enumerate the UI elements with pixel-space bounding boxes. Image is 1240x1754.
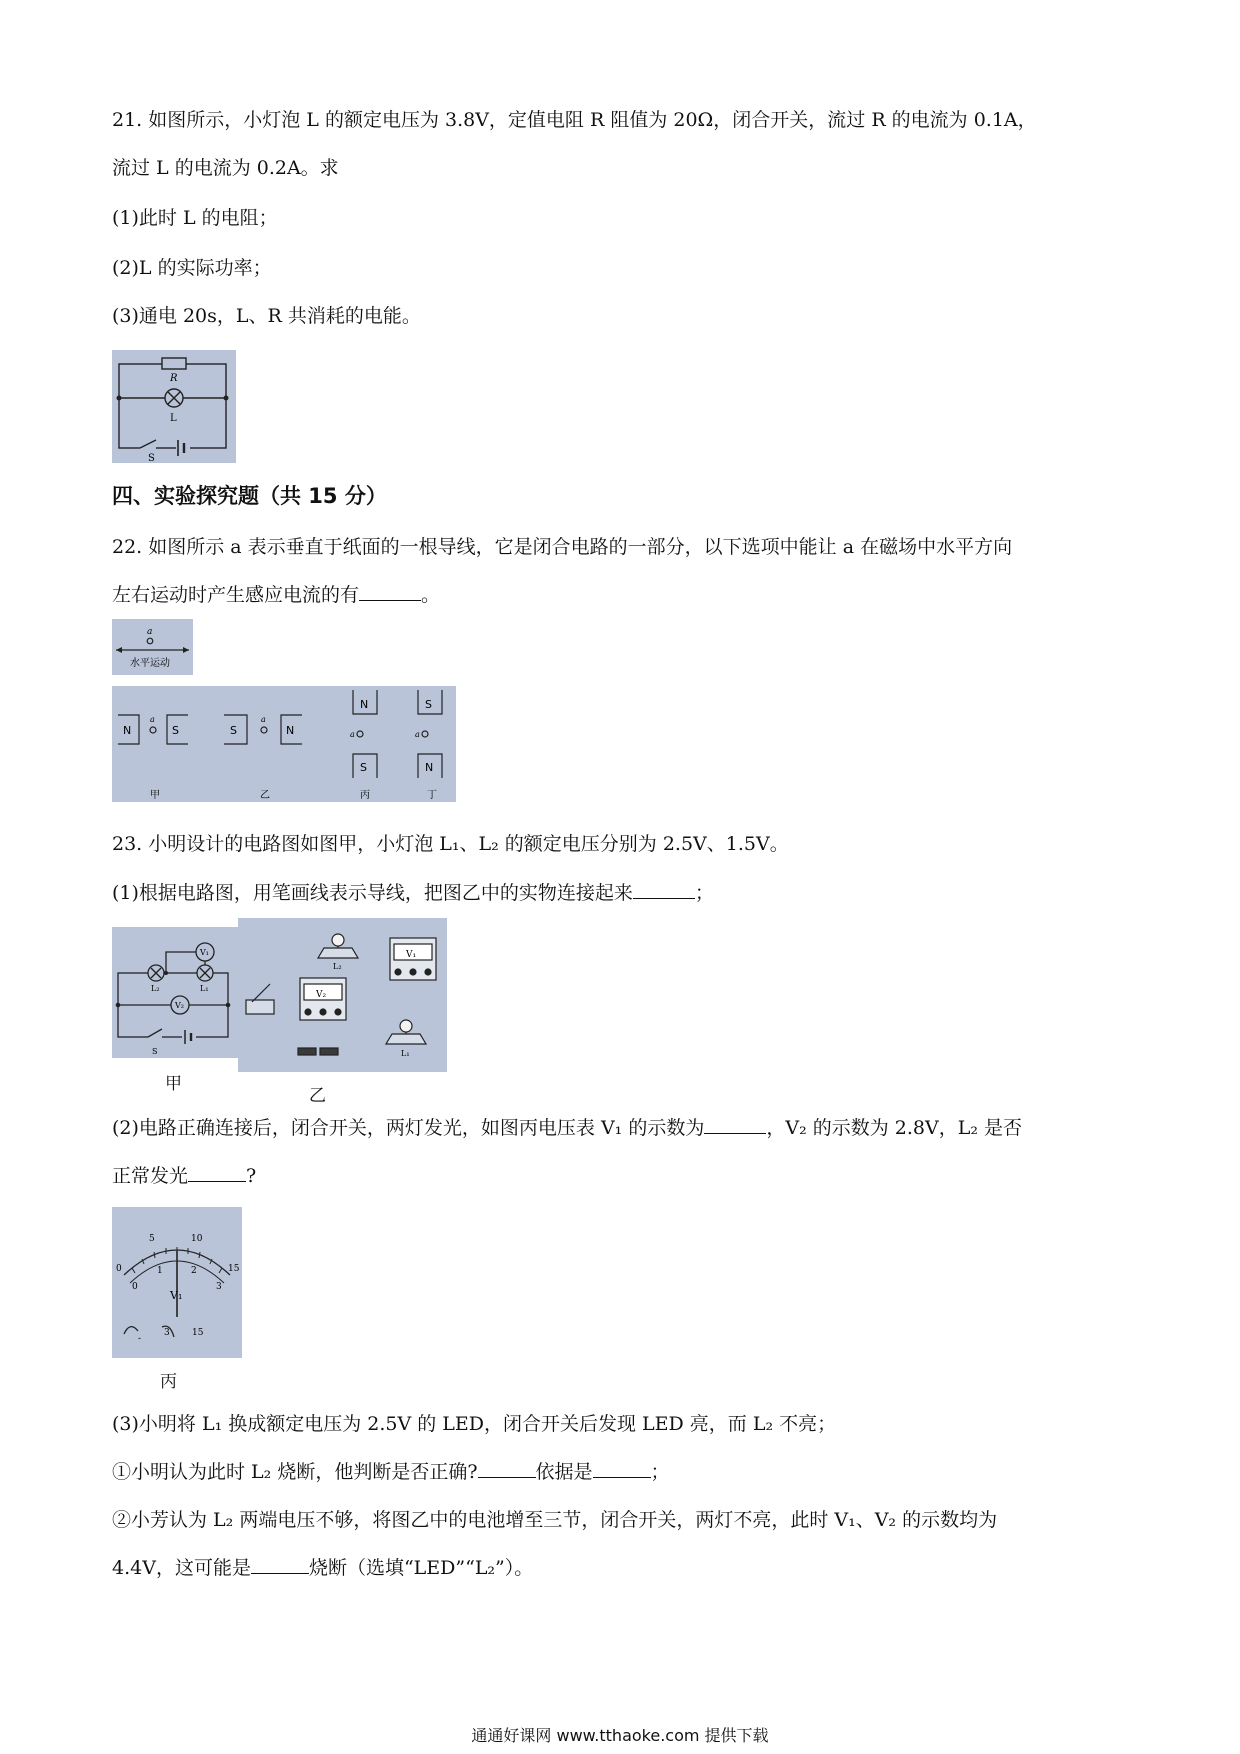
q23-meter-top-0: 0 <box>116 1264 122 1274</box>
q23-p3-1-blank-1[interactable] <box>478 1459 536 1478</box>
q21-fig-l-label: L <box>170 413 177 424</box>
q23-p3-2-end: 烧断（选填“LED”“L₂”）。 <box>308 1557 534 1579</box>
q23-fig-bing-meter <box>112 1207 242 1358</box>
q22-opt-a-2: a <box>261 715 266 724</box>
q23-yi-l1-label: L₁ <box>401 1049 410 1058</box>
q23-fig-jia <box>112 927 238 1058</box>
q23-p1 <box>112 880 714 906</box>
q23-p3-1-blank-2[interactable] <box>593 1459 651 1478</box>
q23-p3-2: ②小芳认为 L₂ 两端电压不够，将图乙中的电池增至三节，闭合开关，两灯不亮，此时 V₁、V₂ 的示数均为 <box>112 1509 998 1531</box>
q23-p2-text-2: ，V₂ 的示数为 2.8V，L₂ 是否 <box>766 1117 1022 1139</box>
q23-p3-1-text: ①小明认为此时 L₂ 烧断，他判断是否正确? <box>112 1461 478 1483</box>
q23-p3-2-line2 <box>112 1555 533 1581</box>
q22-pole-6: S <box>360 761 367 774</box>
q22-answer-blank[interactable] <box>359 582 421 601</box>
q23-meter-top-15: 15 <box>228 1264 240 1274</box>
q23-yi-v1-label: V₁ <box>406 950 417 960</box>
q23-meter-term-15: 15 <box>192 1328 204 1338</box>
q23-jia-s-label: S <box>152 1047 158 1056</box>
q23-meter-bottom-0: 0 <box>132 1282 138 1292</box>
q21-fig-s-label: S <box>148 453 155 463</box>
q23-p2-text: (2)电路正确连接后，闭合开关，两灯发光，如图丙电压表 V₁ 的示数为 <box>112 1117 705 1139</box>
q22-pole-8: N <box>425 761 434 774</box>
q23-jia-l1-label: L₁ <box>200 984 209 993</box>
q23-meter-bottom-3: 3 <box>216 1282 222 1292</box>
q21-line1: 21. 如图所示，小灯泡 L 的额定电压为 3.8V，定值电阻 R 阻值为 20Ω，闭合开关，流过 R 的电流为 0.1A， <box>112 109 1037 131</box>
q23-jia-v1-label: V₁ <box>200 948 209 957</box>
q21-circuit-figure <box>112 350 236 463</box>
q23-meter-top-5: 5 <box>149 1234 155 1244</box>
q22-opt-label-yi: 乙 <box>260 790 270 801</box>
q22-opt-a-1: a <box>150 715 155 724</box>
q21-item1: (1)此时 L 的电阻； <box>112 207 278 229</box>
q23-meter-bottom-2: 2 <box>191 1266 197 1276</box>
q23-meter-bottom-1: 1 <box>157 1266 163 1276</box>
q23-fig-yi <box>238 918 447 1072</box>
q22-opt-a-3: a <box>350 730 355 739</box>
q23-p1-end: ； <box>694 882 714 904</box>
q23-p2-blank-1[interactable] <box>704 1115 766 1134</box>
q23-p3: (3)小明将 L₁ 换成额定电压为 2.5V 的 LED，闭合开关后发现 LED 亮，而 L₂ 不亮； <box>112 1413 837 1435</box>
q23-yi-caption: 乙 <box>309 1086 326 1106</box>
q21-item3: (3)通电 20s，L、R 共消耗的电能。 <box>112 305 421 327</box>
q23-meter-v1-label: V₁ <box>170 1289 183 1302</box>
q22-line1: 22. 如图所示 a 表示垂直于纸面的一根导线，它是闭合电路的一部分，以下选项中能让 a 在磁场中水平方向 <box>112 536 1013 558</box>
q23-p3-1 <box>112 1459 670 1485</box>
q22-small-figure <box>112 619 193 675</box>
q23-meter-top-10: 10 <box>191 1234 203 1244</box>
q23-p3-1-end: ； <box>650 1461 670 1483</box>
q23-jia-l2-label: L₂ <box>151 984 160 993</box>
q23-p2 <box>112 1115 1022 1141</box>
q22-line2-end: 。 <box>421 584 441 606</box>
q22-options-figure <box>112 686 456 802</box>
q23-jia-v2-label: V₂ <box>175 1001 184 1010</box>
page-footer: 通通好课网 www.tthaoke.com 提供下载 <box>471 1726 769 1745</box>
q23-p1-blank[interactable] <box>633 880 695 899</box>
q23-bing-caption: 丙 <box>160 1372 177 1392</box>
q23-p1-text: (1)根据电路图，用笔画线表示导线，把图乙中的实物连接起来 <box>112 882 633 904</box>
q23-jia-caption: 甲 <box>165 1074 182 1094</box>
section4-title: 四、实验探究题（共 15 分） <box>112 484 387 508</box>
q22-pole-1: N <box>123 724 132 737</box>
q22-opt-label-ding: 丁 <box>427 790 437 801</box>
q23-p2-end: ? <box>246 1165 257 1187</box>
q23-p3-2-text: 4.4V，这可能是 <box>112 1557 251 1579</box>
q23-p3-1-text-2: 依据是 <box>535 1461 593 1483</box>
q22-opt-label-jia: 甲 <box>150 790 160 801</box>
q22-opt-a-4: a <box>415 730 420 739</box>
q22-pole-2: S <box>172 724 179 737</box>
q23-yi-l2-label: L₂ <box>333 962 342 971</box>
q22-pole-3: S <box>230 724 237 737</box>
q23-meter-term-minus: - <box>138 1334 142 1344</box>
q22-small-caption: 水平运动 <box>130 658 170 669</box>
q23-p2-text-3: 正常发光 <box>112 1165 189 1187</box>
q21-item2: (2)L 的实际功率； <box>112 257 272 279</box>
q22-small-a-label: a <box>147 627 153 637</box>
q23-meter-term-3: 3 <box>164 1328 170 1338</box>
q23-p3-2-blank[interactable] <box>251 1555 309 1574</box>
q22-pole-4: N <box>286 724 295 737</box>
q22-line2-text: 左右运动时产生感应电流的有 <box>112 584 360 606</box>
q22-opt-label-bing: 丙 <box>360 790 370 801</box>
q21-fig-r-label: R <box>170 373 178 384</box>
q21-line2: 流过 L 的电流为 0.2A。求 <box>112 157 339 179</box>
q23-p2-line2 <box>112 1163 256 1189</box>
q22-line2 <box>112 582 440 608</box>
q23-yi-v2-label: V₂ <box>316 990 327 1000</box>
q22-pole-5: N <box>360 698 369 711</box>
q22-pole-7: S <box>425 698 432 711</box>
q23-line1: 23. 小明设计的电路图如图甲，小灯泡 L₁、L₂ 的额定电压分别为 2.5V、1.5V。 <box>112 833 789 855</box>
q23-p2-blank-2[interactable] <box>188 1163 246 1182</box>
